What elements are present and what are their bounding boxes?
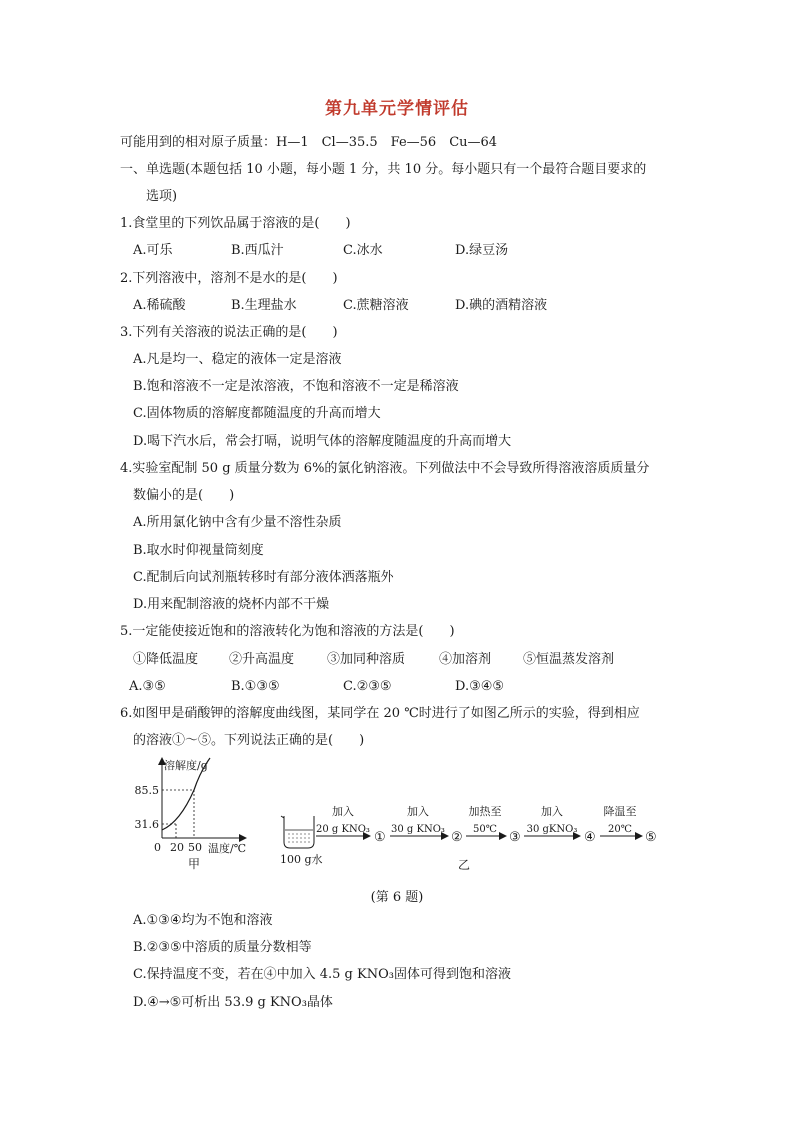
step-5-top: 降温至 (603, 805, 637, 818)
q1-option-b: B.西瓜汁 (231, 243, 284, 258)
flow-name: 乙 (458, 858, 471, 872)
q5-stem: 5.一定能使接近饱和的溶液转化为饱和溶液的方法是( ) (120, 624, 455, 639)
solution-3: ③ (509, 830, 521, 845)
x-tick-50: 50 (188, 841, 202, 854)
q3-stem: 3.下列有关溶液的说法正确的是( ) (120, 325, 338, 340)
step-3-bottom: 50℃ (473, 824, 497, 835)
step-3-top: 加热至 (468, 805, 502, 818)
q6-option-b: B.②③⑤中溶质的质量分数相等 (133, 940, 312, 955)
x-tick-20: 20 (170, 841, 184, 854)
q1-stem: 1.食堂里的下列饮品属于溶液的是( ) (120, 216, 351, 231)
q5-method-5: ⑤恒温蒸发溶剂 (523, 652, 615, 667)
q5-method-4: ④加溶剂 (439, 652, 492, 667)
x-tick-0: 0 (154, 841, 161, 854)
q6-option-a: A.①③④均为不饱和溶液 (133, 913, 273, 928)
q2-stem: 2.下列溶液中，溶剂不是水的是( ) (120, 271, 338, 286)
q6-figure (134, 756, 668, 876)
q6-option-c: C.保持温度不变，若在④中加入 4.5 g KNO₃固体可得到饱和溶液 (133, 967, 511, 982)
step-2-top: 加入 (407, 805, 429, 818)
solution-5: ⑤ (645, 830, 657, 845)
q4-option-d: D.用来配制溶液的烧杯内部不干燥 (133, 597, 330, 612)
q4-stem: 4.实验室配制 50 g 质量分数为 6%的氯化钠溶液。下列做法中不会导致所得溶液溶质质量分 (120, 461, 650, 476)
q2-option-c: C.蔗糖溶液 (343, 298, 409, 313)
q5-method-2: ②升高温度 (229, 652, 295, 667)
solution-4: ④ (584, 830, 596, 845)
graph-x-label: 温度/℃ (208, 842, 247, 855)
step-5-bottom: 20℃ (608, 824, 632, 835)
q2-option-a: A.稀硫酸 (133, 298, 186, 313)
q6-option-d: D.④→⑤可析出 53.9 g KNO₃晶体 (133, 995, 333, 1010)
step-1-bottom: 20 g KNO₃ (316, 824, 370, 835)
section-heading: 一、单选题(本题包括 10 小题，每小题 1 分，共 10 分。每小题只有一个最符合题目要求的 (120, 162, 647, 177)
solubility-graph (135, 758, 247, 871)
figure-caption: (第 6 题) (370, 890, 424, 905)
q6-stem: 6.如图甲是硝酸钾的溶解度曲线图，某同学在 20 ℃时进行了如图乙所示的实验，得到相应 (120, 706, 640, 721)
beaker-label: 100 g水 (280, 853, 323, 866)
q1-option-c: C.冰水 (343, 243, 383, 258)
q3-option-a: A.凡是均一、稳定的液体一定是溶液 (133, 352, 342, 367)
q5-option-c: C.②③⑤ (343, 679, 392, 694)
q5-method-3: ③加同种溶质 (327, 652, 406, 667)
y-tick-31: 31.6 (134, 818, 159, 831)
beaker-icon (284, 816, 314, 848)
experiment-flow (280, 804, 657, 872)
q4-option-b: B.取水时仰视量筒刻度 (133, 543, 264, 558)
step-2-bottom: 30 g KNO₃ (391, 824, 445, 835)
step-4-bottom: 30 gKNO₃ (526, 824, 578, 835)
page-title: 第九单元学情评估 (325, 99, 469, 119)
q4-stem-cont: 数偏小的是( ) (133, 488, 235, 503)
q1-option-a: A.可乐 (133, 243, 173, 258)
q4-option-c: C.配制后向试剂瓶转移时有部分液体洒落瓶外 (133, 570, 394, 585)
solution-1: ① (374, 830, 386, 845)
step-4-top: 加入 (541, 805, 563, 818)
q2-option-b: B.生理盐水 (231, 298, 297, 313)
q5-method-1: ①降低温度 (133, 652, 199, 667)
q5-option-b: B.①③⑤ (231, 679, 280, 694)
y-tick-85: 85.5 (134, 784, 159, 797)
solution-2: ② (451, 830, 463, 845)
q6-stem-cont: 的溶液①～⑤。下列说法正确的是( ) (133, 733, 365, 748)
q3-option-b: B.饱和溶液不一定是浓溶液，不饱和溶液不一定是稀溶液 (133, 379, 459, 394)
section-heading-cont: 选项) (146, 189, 178, 204)
q2-option-d: D.碘的酒精溶液 (455, 298, 548, 313)
graph-y-label: 溶解度/g (164, 759, 208, 772)
q5-option-a: A.③⑤ (129, 679, 166, 694)
q1-option-d: D.绿豆汤 (455, 243, 509, 258)
q3-option-c: C.固体物质的溶解度都随温度的升高而增大 (133, 406, 381, 421)
step-1-top: 加入 (332, 805, 354, 818)
atomic-mass-note: 可能用到的相对原子质量：H—1 Cl—35.5 Fe—56 Cu—64 (120, 135, 498, 150)
graph-name: 甲 (188, 857, 201, 871)
q5-option-d: D.③④⑤ (455, 679, 505, 694)
q3-option-d: D.喝下汽水后，常会打嗝，说明气体的溶解度随温度的升高而增大 (133, 434, 512, 449)
q4-option-a: A.所用氯化钠中含有少量不溶性杂质 (133, 515, 342, 530)
